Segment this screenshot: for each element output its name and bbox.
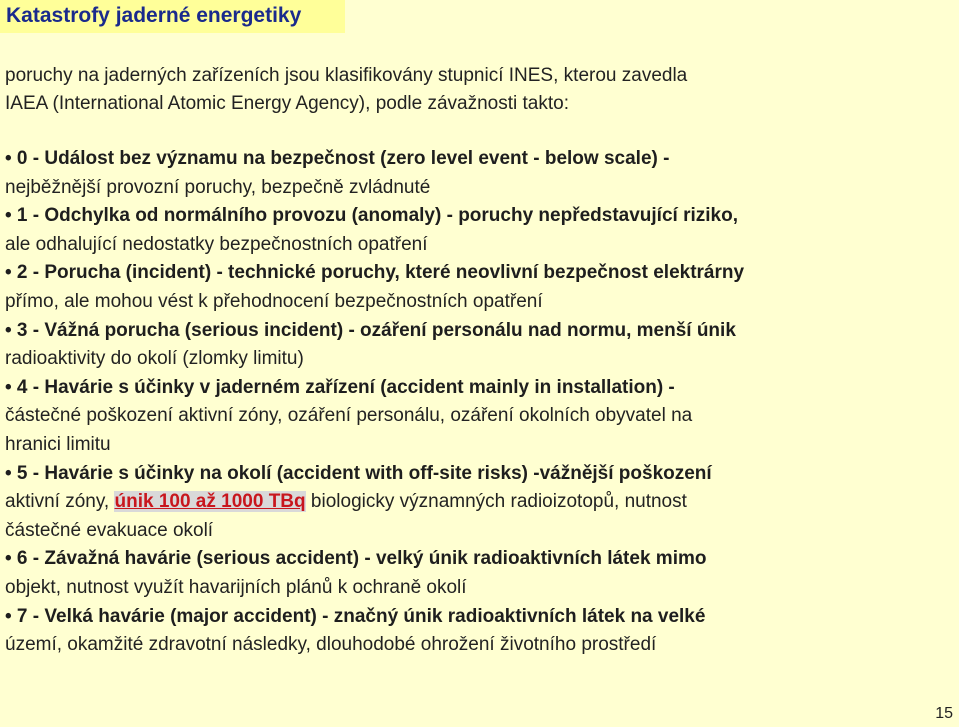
level-description: částečné poškození aktivní zóny, ozáření personálu, ozáření okolních obyvatel na	[5, 405, 693, 427]
level-heading: • 6 - Závažná havárie (serious accident) - velký únik radioaktivních látek mimo	[5, 548, 707, 570]
level-7-item	[5, 603, 955, 660]
level-description: částečné evakuace okolí	[5, 519, 214, 541]
level-description-line	[5, 488, 955, 517]
level-heading: • 7 - Velká havárie (major accident) - značný únik radioaktivních látek na velké	[5, 605, 706, 627]
intro-paragraph	[5, 62, 687, 118]
level-heading: • 5 - Havárie s účinky na okolí (accident with off-site risks) -vážnější poškození	[5, 462, 712, 484]
level-description: území, okamžité zdravotní následky, dlouhodobé ohrožení životního prostředí	[5, 634, 657, 656]
level-4-item	[5, 374, 955, 460]
level-6-item	[5, 545, 955, 602]
level-description: radioaktivity do okolí (zlomky limitu)	[5, 348, 304, 370]
level-description-pre: aktivní zóny,	[5, 491, 115, 513]
level-description-post: biologicky významných radioizotopů, nutnost	[305, 491, 687, 513]
level-heading: • 3 - Vážná porucha (serious incident) - ozáření personálu nad normu, menší únik	[5, 319, 736, 341]
page-number: 15	[935, 705, 953, 722]
intro-line: poruchy na jaderných zařízeních jsou klasifikovány stupnicí INES, kterou zavedla	[5, 65, 688, 86]
level-5-item	[5, 460, 955, 546]
level-description: přímo, ale mohou vést k přehodnocení bezpečnostních opatření	[5, 290, 543, 312]
level-heading: • 0 - Událost bez významu na bezpečnost (zero level event - below scale) -	[5, 148, 670, 169]
level-description: ale odhalující nedostatky bezpečnostních opatření	[5, 233, 428, 255]
level-0-item	[5, 145, 955, 202]
level-description: nejběžnější provozní poruchy, bezpečně zvládnuté	[5, 176, 431, 198]
intro-line: IAEA (International Atomic Energy Agency), podle závažnosti takto:	[5, 93, 569, 114]
level-heading: • 1 - Odchylka od normálního provozu (anomaly) - poruchy nepředstavující riziko,	[5, 205, 738, 227]
title-bar	[0, 0, 345, 33]
level-2-item	[5, 259, 955, 316]
highlighted-release-amount: únik 100 až 1000 TBq	[114, 491, 306, 513]
level-1-item	[5, 202, 955, 259]
level-3-item	[5, 317, 955, 374]
level-description: hranici limitu	[5, 433, 111, 455]
slide-title: Katastrofy jaderné energetiky	[6, 4, 302, 27]
level-heading: • 2 - Porucha (incident) - technické poruchy, které neovlivní bezpečnost elektrárny	[5, 262, 745, 284]
level-description: objekt, nutnost využít havarijních plánů k ochraně okolí	[5, 576, 467, 598]
ines-level-list	[5, 145, 955, 660]
level-heading: • 4 - Havárie s účinky v jaderném zařízení (accident mainly in installation) -	[5, 376, 675, 398]
